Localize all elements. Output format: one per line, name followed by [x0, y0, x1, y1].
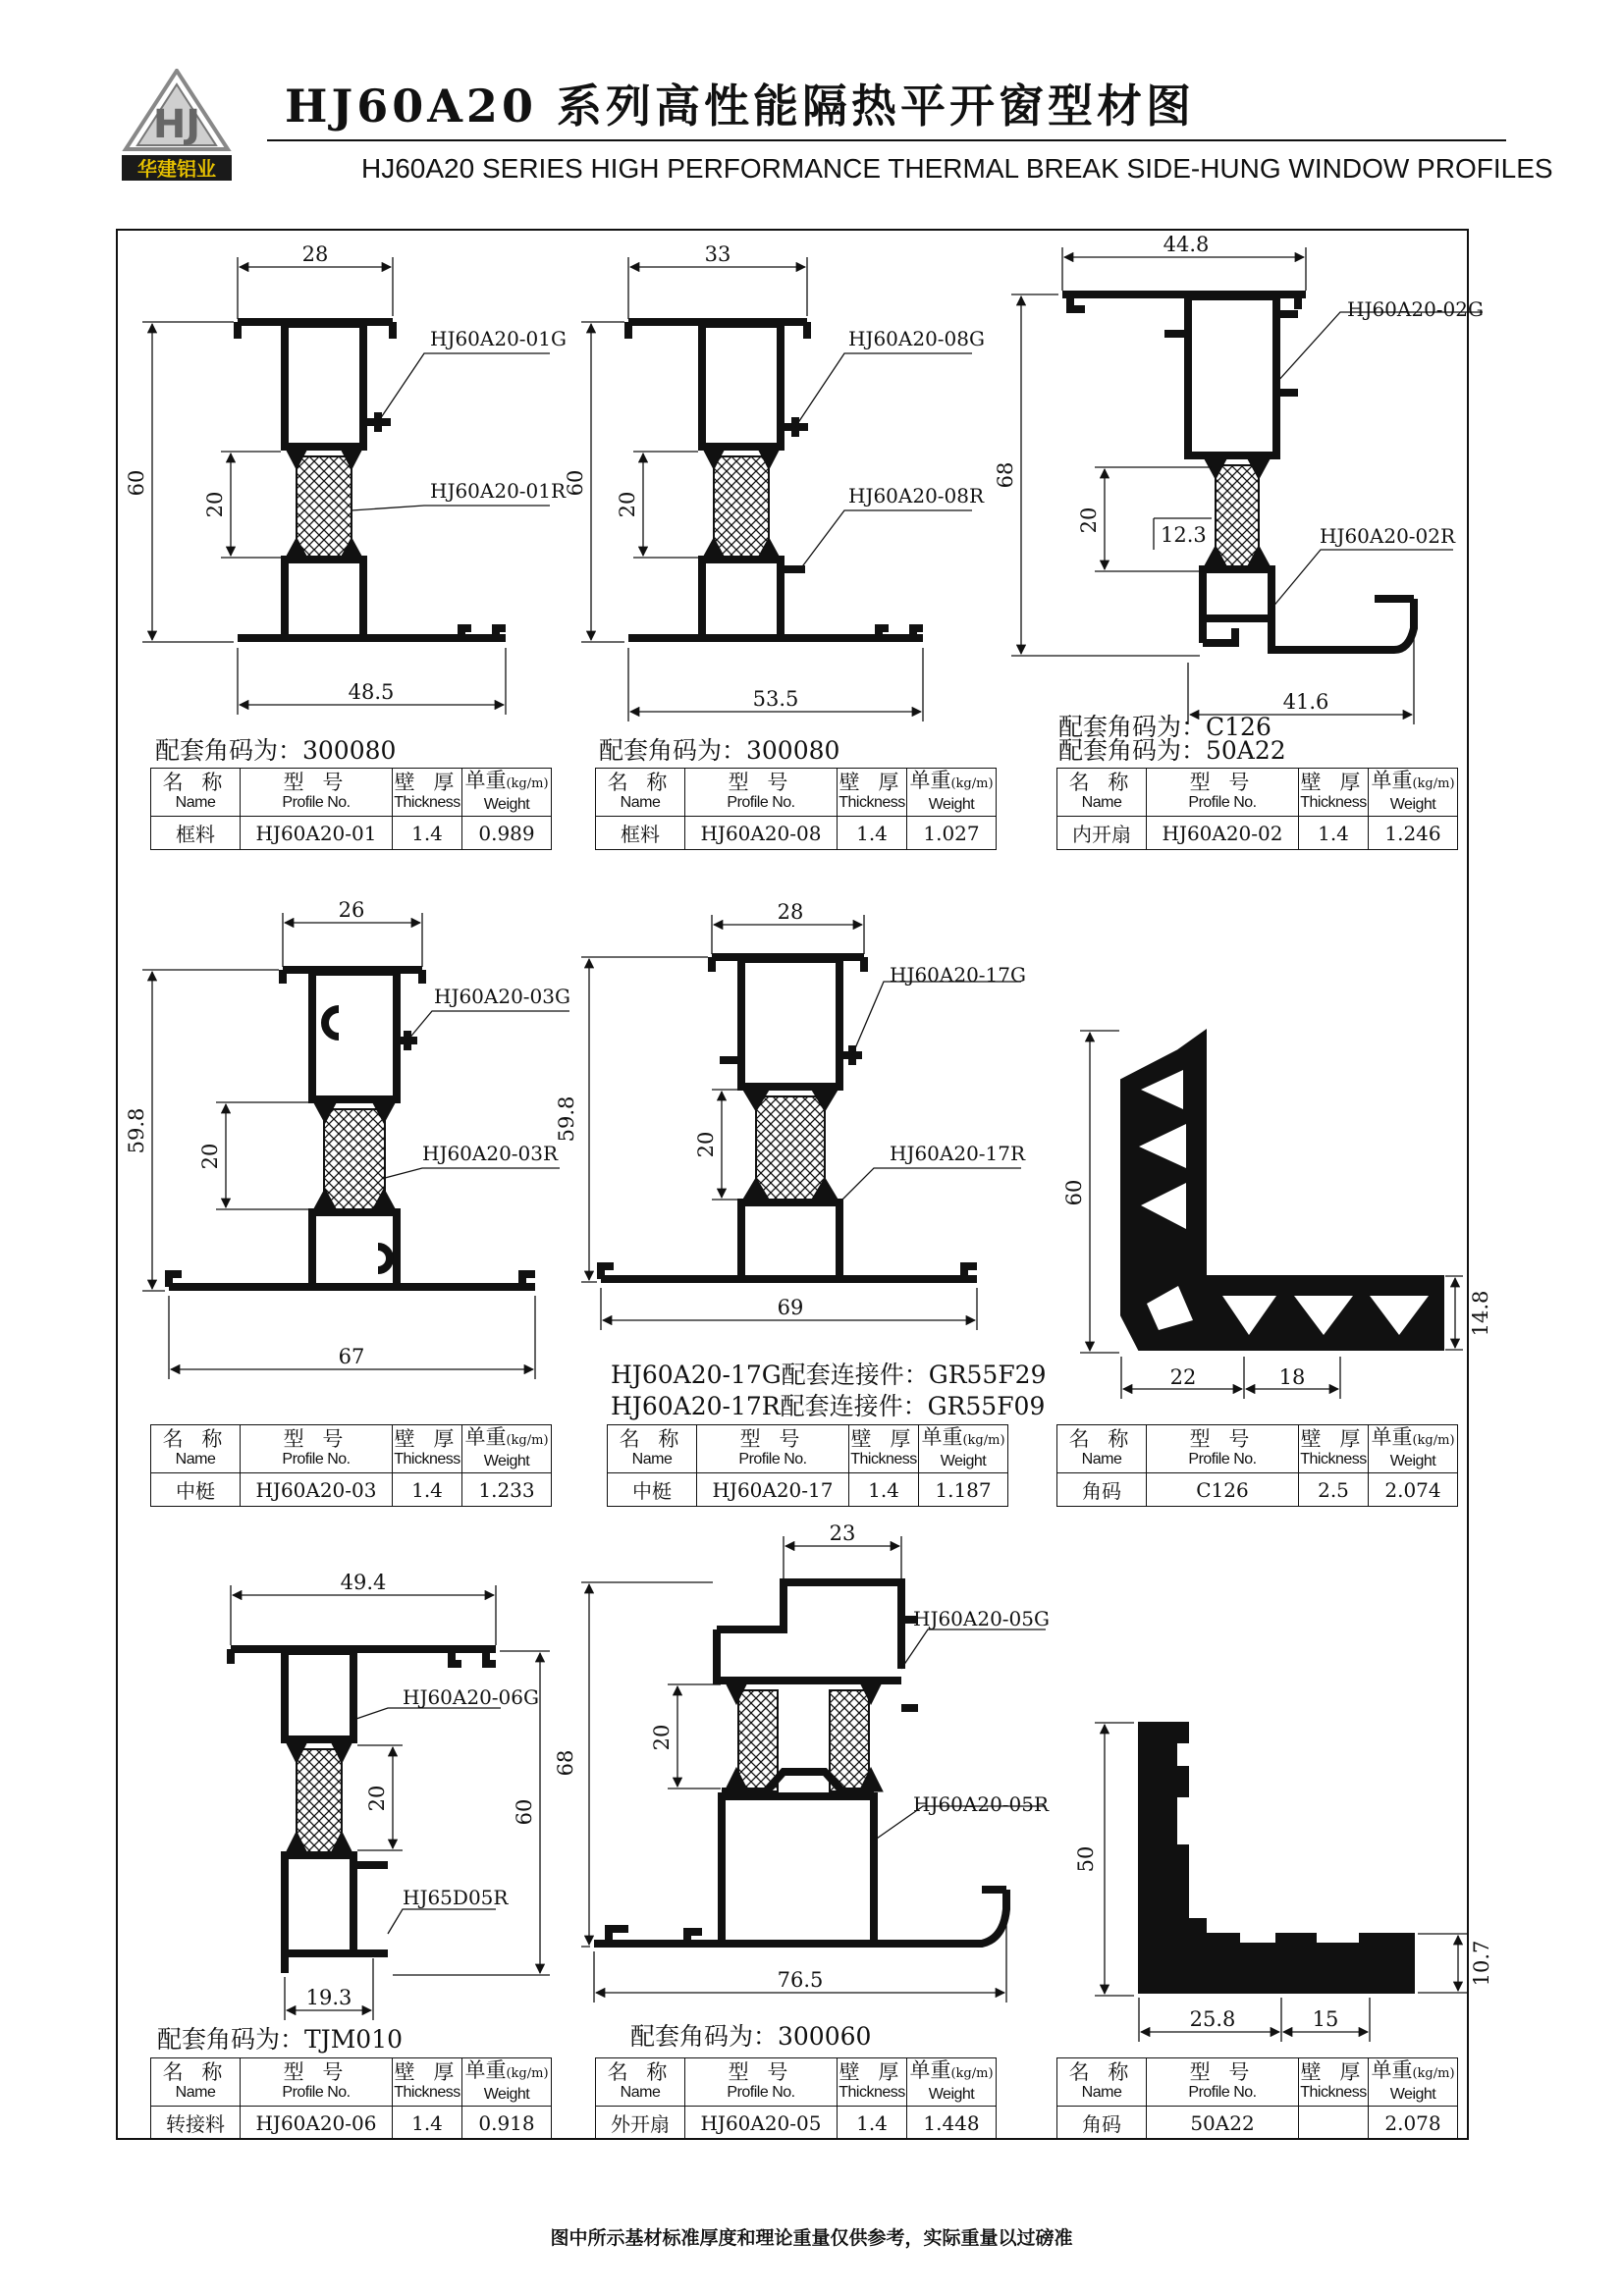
spec-table-c126	[1056, 1424, 1458, 1507]
cell-name: 框料	[596, 817, 685, 850]
cell-weight: 0.918	[462, 2107, 552, 2140]
part-label-02g: HJ60A20-02G	[1347, 297, 1484, 321]
corner-note-05: 配套角码为：300060	[630, 2022, 872, 2051]
dim-01-bottom: 48.5	[348, 680, 395, 704]
header-name: 名 称 Name	[151, 1425, 241, 1473]
header-weight: 单重(kg/m) Weight	[907, 2058, 997, 2107]
part-label-05r: HJ60A20-05R	[913, 1792, 1050, 1816]
table-row	[151, 817, 552, 850]
header-name: 名 称 Name	[151, 769, 241, 817]
header-thickness: 壁 厚 Thickness	[393, 769, 462, 817]
header-weight: 单重(kg/m) Weight	[1369, 2058, 1458, 2107]
header-thickness: 壁 厚 Thickness	[1299, 2058, 1369, 2107]
dim-06-height: 60	[513, 1798, 536, 1826]
page-title: HJ60A20 系列高性能隔热平开窗型材图	[285, 80, 1195, 133]
cell-weight: 0.989	[462, 817, 552, 850]
connector-note-17r: HJ60A20-17R配套连接件：GR55F09	[611, 1392, 1046, 1420]
dim-c126-a: 22	[1169, 1365, 1197, 1389]
dim-03-top: 26	[338, 898, 365, 922]
cell-thickness	[1299, 2107, 1369, 2140]
part-label-03g: HJ60A20-03G	[434, 985, 570, 1008]
cell-weight: 1.027	[907, 817, 997, 850]
cell-weight: 1.448	[907, 2107, 997, 2140]
spec-table-hj60a20-02	[1056, 768, 1458, 850]
table-row	[151, 1473, 552, 1507]
dim-03-inner: 20	[198, 1143, 222, 1170]
dim-50a22-height: 50	[1074, 1845, 1098, 1873]
part-label-06g: HJ60A20-06G	[403, 1685, 539, 1709]
dim-01-inner: 20	[203, 491, 227, 518]
cell-profile-no: HJ60A20-03	[241, 1473, 393, 1507]
header-weight: 单重(kg/m) Weight	[907, 769, 997, 817]
cell-thickness: 2.5	[1299, 1473, 1369, 1507]
dim-02-inner: 20	[1077, 507, 1101, 534]
corner-note-01: 配套角码为：300080	[155, 736, 397, 765]
dim-03-height: 59.8	[125, 1107, 148, 1154]
part-label-01r: HJ60A20-01R	[430, 479, 567, 503]
header-weight: 单重(kg/m) Weight	[462, 2058, 552, 2107]
header-profile-no: 型 号 Profile No.	[241, 769, 393, 817]
dim-02-top: 44.8	[1163, 233, 1210, 256]
corner-note-02-a: 配套角码为：C126	[1058, 713, 1271, 741]
dim-05-height: 68	[554, 1749, 577, 1777]
corner-note-08: 配套角码为：300080	[599, 736, 840, 765]
dim-06-inner: 20	[365, 1785, 389, 1812]
dim-02-offset: 12.3	[1161, 523, 1207, 547]
cell-thickness: 1.4	[393, 2107, 462, 2140]
dim-08-height: 60	[564, 469, 587, 497]
header-profile-no: 型 号 Profile No.	[685, 769, 838, 817]
table-row	[596, 2107, 997, 2140]
header-profile-no: 型 号 Profile No.	[1147, 2058, 1299, 2107]
cell-name: 内开扇	[1057, 817, 1147, 850]
header-thickness: 壁 厚 Thickness	[838, 769, 907, 817]
dim-05-bottom: 76.5	[777, 1968, 824, 1992]
table-row	[151, 2107, 552, 2140]
cell-name: 中梃	[151, 1473, 241, 1507]
table-row	[608, 1473, 1008, 1507]
part-label-08g: HJ60A20-08G	[848, 327, 985, 350]
dim-08-bottom: 53.5	[752, 687, 799, 711]
cell-name: 外开扇	[596, 2107, 685, 2140]
header-profile-no: 型 号 Profile No.	[1147, 769, 1299, 817]
cell-name: 角码	[1057, 2107, 1147, 2140]
table-row	[596, 817, 997, 850]
cell-thickness: 1.4	[838, 2107, 907, 2140]
dim-05-top: 23	[829, 1522, 856, 1545]
cell-weight: 1.233	[462, 1473, 552, 1507]
header-thickness: 壁 厚 Thickness	[1299, 769, 1369, 817]
header-weight: 单重(kg/m) Weight	[1369, 1425, 1458, 1473]
dim-c126-side: 14.8	[1469, 1290, 1492, 1337]
table-row	[1057, 817, 1458, 850]
cell-thickness: 1.4	[1299, 817, 1369, 850]
header-name: 名 称 Name	[1057, 1425, 1147, 1473]
header-name: 名 称 Name	[608, 1425, 697, 1473]
cell-profile-no: HJ60A20-08	[685, 817, 838, 850]
dim-02-bottom: 41.6	[1282, 690, 1329, 714]
cell-profile-no: HJ60A20-02	[1147, 817, 1299, 850]
cell-thickness: 1.4	[849, 1473, 919, 1507]
header-thickness: 壁 厚 Thickness	[1299, 1425, 1369, 1473]
cell-thickness: 1.4	[393, 817, 462, 850]
cell-weight: 1.187	[919, 1473, 1008, 1507]
cell-thickness: 1.4	[393, 1473, 462, 1507]
dim-06-top: 49.4	[340, 1571, 387, 1594]
header-profile-no: 型 号 Profile No.	[241, 2058, 393, 2107]
header-weight: 单重(kg/m) Weight	[462, 769, 552, 817]
part-label-01g: HJ60A20-01G	[430, 327, 567, 350]
header-thickness: 壁 厚 Thickness	[393, 1425, 462, 1473]
dim-17-inner: 20	[694, 1131, 718, 1158]
cell-weight: 2.074	[1369, 1473, 1458, 1507]
dim-17-height: 59.8	[555, 1095, 578, 1143]
dim-17-top: 28	[777, 900, 804, 924]
cell-weight: 2.078	[1369, 2107, 1458, 2140]
corner-note-06: 配套角码为：TJM010	[157, 2025, 404, 2054]
header-weight: 单重(kg/m) Weight	[919, 1425, 1008, 1473]
cell-name: 中梃	[608, 1473, 697, 1507]
page-subtitle: HJ60A20 SERIES HIGH PERFORMANCE THERMAL BREAK SIDE-HUNG WINDOW PROFILES	[361, 153, 1553, 184]
dim-08-top: 33	[704, 242, 731, 266]
spec-table-hj60a20-08	[595, 768, 997, 850]
dim-05-inner: 20	[650, 1724, 674, 1751]
corner-drawing-c126	[1080, 1031, 1463, 1399]
dim-03-bottom: 67	[338, 1345, 365, 1368]
header-profile-no: 型 号 Profile No.	[1147, 1425, 1299, 1473]
dim-50a22-side: 10.7	[1470, 1940, 1493, 1987]
spec-table-hj60a20-01	[150, 768, 552, 850]
footer-note: 图中所示基材标准厚度和理论重量仅供参考，实际重量以过磅准	[550, 2227, 1073, 2249]
dim-c126-b: 18	[1278, 1365, 1306, 1389]
dim-06-bottom: 19.3	[305, 1986, 352, 2009]
cell-name: 转接料	[151, 2107, 241, 2140]
cell-profile-no: C126	[1147, 1473, 1299, 1507]
part-label-17g: HJ60A20-17G	[890, 963, 1026, 987]
spec-table-50a22	[1056, 2057, 1458, 2140]
dim-01-height: 60	[125, 469, 148, 497]
cell-name: 框料	[151, 817, 241, 850]
spec-table-hj60a20-06	[150, 2057, 552, 2140]
part-label-08r: HJ60A20-08R	[848, 484, 985, 507]
dim-02-height: 68	[994, 461, 1017, 489]
header-name: 名 称 Name	[596, 769, 685, 817]
dim-50a22-a: 25.8	[1189, 2007, 1236, 2031]
brand-name: 华建铝业	[137, 157, 216, 181]
spec-table-hj60a20-03	[150, 1424, 552, 1507]
dim-17-bottom: 69	[777, 1296, 804, 1319]
spec-table-hj60a20-05	[595, 2057, 997, 2140]
corner-drawing-50a22	[1095, 1723, 1468, 2042]
part-label-17r: HJ60A20-17R	[890, 1142, 1026, 1165]
corner-note-02-b: 配套角码为：50A22	[1058, 736, 1286, 765]
spec-table-hj60a20-17	[607, 1424, 1008, 1507]
connector-note-17g: HJ60A20-17G配套连接件：GR55F29	[611, 1361, 1047, 1389]
header-name: 名 称 Name	[151, 2058, 241, 2107]
header-weight: 单重(kg/m) Weight	[462, 1425, 552, 1473]
cell-weight: 1.246	[1369, 817, 1458, 850]
header-name: 名 称 Name	[596, 2058, 685, 2107]
table-row	[1057, 1473, 1458, 1507]
part-label-02r: HJ60A20-02R	[1320, 524, 1456, 548]
header-profile-no: 型 号 Profile No.	[685, 2058, 838, 2107]
part-label-03r: HJ60A20-03R	[422, 1142, 559, 1165]
svg-text:HJ: HJ	[152, 102, 201, 147]
header-thickness: 壁 厚 Thickness	[838, 2058, 907, 2107]
table-row	[1057, 2107, 1458, 2140]
header-weight: 单重(kg/m) Weight	[1369, 769, 1458, 817]
cell-profile-no: HJ60A20-05	[685, 2107, 838, 2140]
dim-c126-height: 60	[1062, 1179, 1086, 1206]
header-name: 名 称 Name	[1057, 769, 1147, 817]
profile-drawing-06	[231, 1585, 550, 2020]
cell-profile-no: HJ60A20-17	[697, 1473, 849, 1507]
header-name: 名 称 Name	[1057, 2058, 1147, 2107]
part-label-65d05r: HJ65D05R	[403, 1886, 509, 1909]
dim-01-top: 28	[301, 242, 329, 266]
dim-50a22-b: 15	[1312, 2007, 1339, 2031]
cell-thickness: 1.4	[838, 817, 907, 850]
cell-name: 角码	[1057, 1473, 1147, 1507]
cell-profile-no: HJ60A20-06	[241, 2107, 393, 2140]
header-thickness: 壁 厚 Thickness	[849, 1425, 919, 1473]
cell-profile-no: 50A22	[1147, 2107, 1299, 2140]
header-thickness: 壁 厚 Thickness	[393, 2058, 462, 2107]
header-profile-no: 型 号 Profile No.	[697, 1425, 849, 1473]
part-label-05g: HJ60A20-05G	[913, 1607, 1050, 1630]
header-profile-no: 型 号 Profile No.	[241, 1425, 393, 1473]
cell-profile-no: HJ60A20-01	[241, 817, 393, 850]
dim-08-inner: 20	[616, 491, 639, 518]
